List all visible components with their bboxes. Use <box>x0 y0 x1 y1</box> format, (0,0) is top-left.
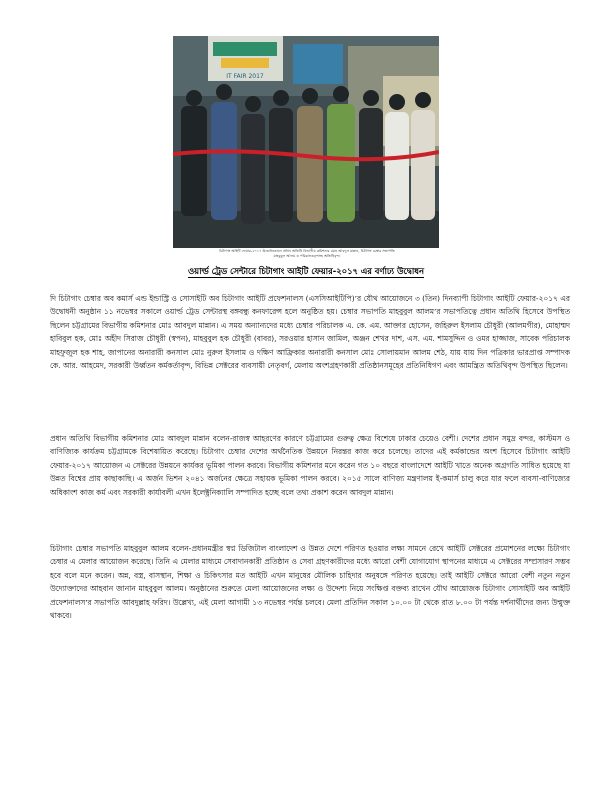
article-paragraph-1: দি চিটাগাং চেম্বার অব কমার্স এন্ড ইন্ডাস্ট্রি ও সোসাইটি অব চিটাগাং আইটি প্রফেশনালস (এসসিআইটিপি)’র যৌথ আয়োজনে ৩ (তিন) দিনব্যাপী চিটাগাং আইটি ফেয়ার-২০১৭ এর উদ্বোধনী অনুষ্ঠান ১১ নভেম্বর সকালে ওয়ার্ল্ড ট্রেড সেন্টারস্থ বঙ্গবন্ধু কনফারেন্স হলে অনুষ্ঠিত হয়। চেম্বার সভাপতি মাহবুবুল আলম’র সভাপতিত্বে প্রধান অতিথি হিসেবে উপস্থিত ছিলেন চট্টগ্রামের বিভাগীয় কমিশনার মোঃ আবদুল মান্নান। এ সময় অন্যান্যদের মধ্যে চেম্বার পরিচালক এ. কে. এম. আক্তার হোসেন, জহিরুল ইসলাম চৌধুরী (আলমগীর), মোহাম্মদ হাবিবুল হক, মোঃ অহীদ সিরাজ চৌধুরী (স্বপন), মাহবুবুল হক চৌধুরী (বাবর), সরওয়ার হাসান জামিল, অঞ্জন শেখর দাশ, এস. এম. শামসুদ্দিন ও ওমর হাজ্জাজ, সাবেক পরিচালক মাহফুজুল হক শাহ, জাপানের অনারারী কনসাল মোঃ নুরুল ইসলাম ও দক্ষিণ আফ্রিকার অনারারী কনসাল মোঃ সোলায়মান আলম শেঠ, যায় যায় দিন পত্রিকার ভারপ্রাপ্ত সম্পাদক কে. আর. আহমেদ, সরকারী উর্ধ্বতন কর্মকর্তাবৃন্দ, বিভিন্ন সেক্টরের ব্যবসায়ী নেতৃবর্গ, মেলায় অংশগ্রহণকারী প্রতিষ্ঠানসমূহের প্রতিনিধিগণ এবং আমন্ত্রিত অতিথিবৃন্দ উপস্থিত ছিলেন। <box>50 294 570 371</box>
banner-text: IT FAIR 2017 <box>226 73 264 80</box>
ribbon-cutting-photo <box>173 36 439 248</box>
article-paragraph-2: প্রধান অতিথি বিভাগীয় কমিশনার মোঃ আবদুল মান্নান বলেন-রাজস্ব আহরণের কারণে চট্টগ্রামের গুরুত্ব ক্ষেত্র বিশেষে ঢাকার চেয়েও বেশী। দেশের প্রধান সমুদ্র বন্দর, কাস্টমস ও বাণিজ্যিক কার্যক্রম চট্টগ্রামকে বিশেষায়িত করেছে। চিটাগাং চেম্বার দেশের অর্থনৈতিক উন্নয়নে নিরন্তর কাজ করে চলেছে। তাদের এই কর্মকান্ডের অংশ হিসেবে চিটাগাং আইটি ফেয়ার-২০১৭ আয়োজন এ সেক্টরের উন্নয়নে কার্যকর ভূমিকা পালন করবে। বিভাগীয় কমিশনার মনে করেন গত ১০ বছরে বাংলাদেশে আইটি খাতে অনেক অগ্রগতি সাধিত হয়েছে যা উন্নত বিশ্বের প্রায় কাছাকাছি। এ অর্জন ভিশন ২০৪১ অর্জনের ক্ষেত্রে সহায়ক ভূমিকা পালন করবে। ২০১৫ সালে বাণিজ্য মন্ত্রণালয় ই-কমার্স চালু করে যার ফলে ব্যবসা-বাণিজ্যের অধিকাংশ কাজ কর্ম এবং সরকারী কার্যাবলী এখন ইলেক্ট্রনিক্যালি সম্পাদিত হচ্ছে বলে তথ্য প্রকাশ করেন আবদুল মান্নান। <box>50 434 570 497</box>
article-paragraph-3: চিটাগাং চেম্বার সভাপতি মাহবুবুল আলম বলেন-প্রধানমন্ত্রীর স্বপ্ন ডিজিটাল বাংলাদেশ ও উন্নত দেশে পরিণত হওয়ার লক্ষ্য সামনে রেখে আইটি সেক্টরের প্রমোশনের লক্ষ্যে চিটাগাং চেম্বার এ মেলার আয়োজন করেছে। তিনি এ মেলার মাধ্যমে সেবাদানকারী প্রতিষ্ঠান ও সেবা গ্রহণকারীদের মধ্যে আরো বেশী যোগাযোগ স্থাপনের মাধ্যমে এ সেক্টরের সম্প্রসারণ সম্ভব হবে বলে মনে করেন। অন্ন, বস্ত্র, বাসস্থান, শিক্ষা ও চিকিৎসার মত আইটি এখন মানুষের মৌলিক চাহিদার অনুষঙ্গে পরিণত হয়েছে। তাই আইটি সেক্টরে আরো বেশী নতুন নতুন উদ্যোক্তাদের আহবান জানান মাহবুবুল আলম। অনুষ্ঠানের শুরুতে মেলা আয়োজনের লক্ষ্য ও উদ্দেশ্য নিয়ে সংক্ষিপ্ত বক্তব্য রাখেন যৌথ আয়োজক চিটাগাং সোসাইটি অব আইটি প্রফেশনালস’র সভাপতি আবদুল্লাহ ফরিদ। উল্লেখ্য, এই মেলা আগামী ১৩ নভেম্বর পর্যন্ত চলবে। মেলা প্রতিদিন সকাল ১০.০০ টা থেকে রাত ৮.০০ টা পর্যন্ত দর্শনার্থীদের জন্য উন্মুক্ত থাকবে। <box>50 544 570 621</box>
article-headline <box>0 265 612 279</box>
headline-text: ওয়ার্ল্ড ট্রেড সেন্টারে চিটাগাং আইটি ফেয়ার-২০১৭ এর বর্ণাঢ্য উদ্বোধন <box>187 266 424 276</box>
photo-caption: চিটাগাং আইটি ফেয়ার-২০১৭ উদ্বোধনকালে প্রধান অতিথি বিভাগীয় কমিশনার মোঃ আবদুল মান্নান, চিটাগাং চেম্বার সভাপতি মাহবুবুল আলম ও পরিচালকবৃন্দসহ অতিথিবৃন্দ। <box>219 249 395 258</box>
event-photo <box>173 36 439 248</box>
